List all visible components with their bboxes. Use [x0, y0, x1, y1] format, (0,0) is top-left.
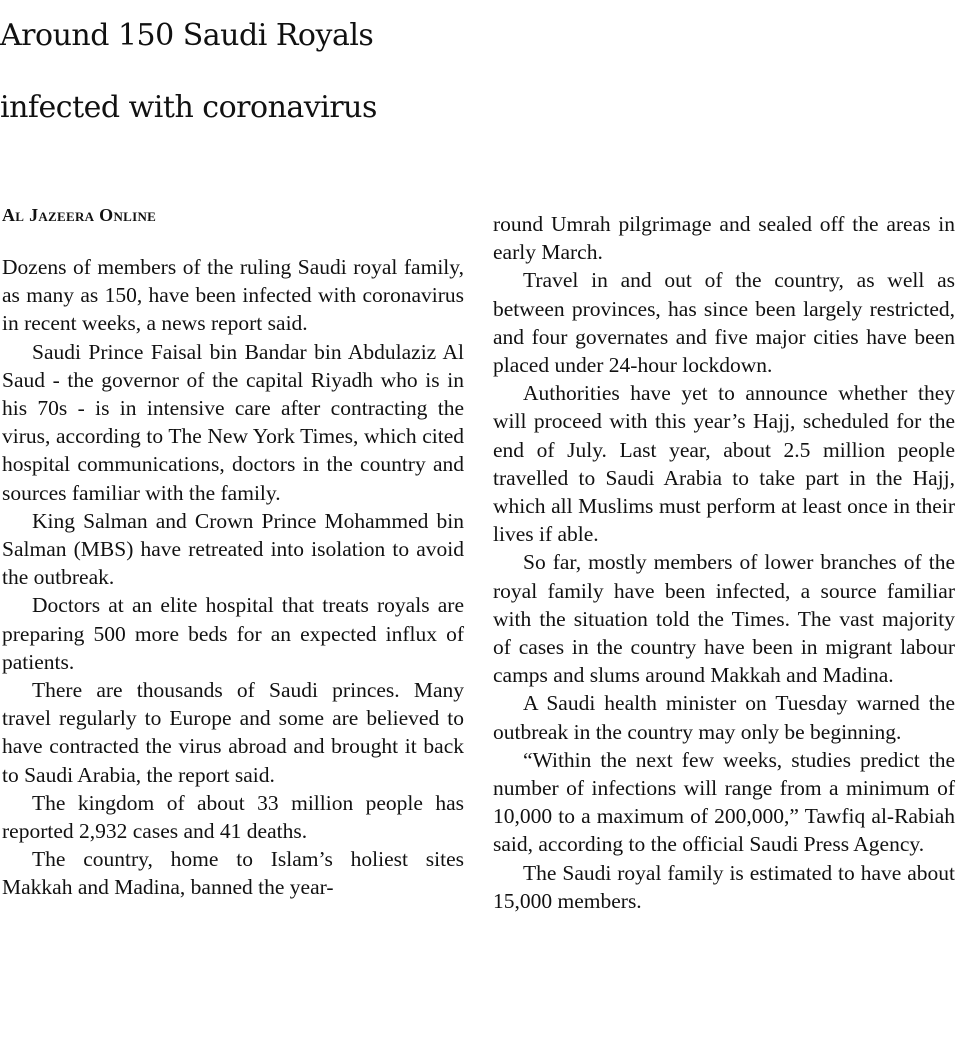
paragraph: The country, home to Islam’s holiest sites Makkah and Madina, banned the year- [2, 847, 464, 900]
paragraph: The Saudi royal family is estimated to have about 15,000 members. [493, 860, 955, 913]
headline [0, 0, 957, 144]
paragraph: There are thousands of Saudi princes. Many travel regularly to Europe and some are believed to have contracted the virus abroad and brought it back to Saudi Arabia, the report said. [2, 678, 464, 787]
right-column [493, 210, 955, 915]
paragraph: Saudi Prince Faisal bin Bandar bin Abdulaziz Al Saud - the governor of the capital Riyadh who is in his 70s - is in intensive care after contracting the virus, according to The New York Times, which cited hospital communications, doctors in the country and sources familiar with the family. [2, 339, 464, 505]
paragraph: So far, mostly members of lower branches of the royal family have been infected, a source familiar with the situation told the Times. The vast majority of cases in the country have been in migrant labour camps and slums around Makkah and Madina. [493, 550, 955, 688]
byline: Al Jazeera Online [2, 205, 157, 225]
paragraph: The kingdom of about 33 million people has reported 2,932 cases and 41 deaths. [2, 790, 464, 844]
paragraph: A Saudi health minister on Tuesday warned the outbreak in the country may only be beginning. [493, 691, 955, 744]
paragraph: Doctors at an elite hospital that treats royals are preparing 500 more beds for an expected influx of patients. [2, 593, 464, 674]
paragraph: Dozens of members of the ruling Saudi royal family, as many as 150, have been infected with coronavirus in recent weeks, a news report said. [2, 255, 464, 336]
paragraph: round Umrah pilgrimage and sealed off the areas in early March. [493, 212, 955, 265]
left-column [2, 253, 464, 902]
paragraph: Authorities have yet to announce whether they will proceed with this year’s Hajj, scheduled for the end of July. Last year, about 2.5 million people travelled to Saudi Arabia to take part in the Hajj, which all Muslims must perform at least once in their lives if able. [493, 381, 955, 547]
paragraph: Travel in and out of the country, as well as between provinces, has since been largely restricted, and four governates and five major cities have been placed under 24-hour lockdown. [493, 268, 955, 378]
paragraph: King Salman and Crown Prince Mohammed bin Salman (MBS) have retreated into isolation to avoid the outbreak. [2, 508, 464, 590]
paragraph: “Within the next few weeks, studies predict the number of infections will range from a minimum of 10,000 to a maximum of 200,000,” Tawfiq al-Rabiah said, according to the official Saudi Press Agency. [493, 747, 955, 857]
headline-line-2: infected with coronavirus [0, 90, 377, 125]
headline-line-1: Around 150 Saudi Royals [0, 18, 374, 53]
